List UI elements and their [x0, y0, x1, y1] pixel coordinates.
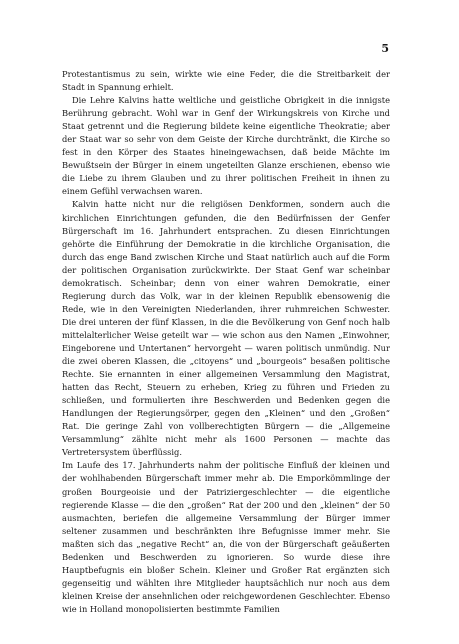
paragraph-1: Protestantismus zu sein, wirkte wie eine Feder, die die Streitbarkeit der Stadt in Spannung erhielt.: [62, 69, 390, 93]
paragraph-2: Die Lehre Kalvins hatte weltliche und geistliche Obrigkeit in die innigste Berührung gebracht. Wohl war in Genf der Wirkungskreis von Kirche und Staat getrennt und die Regierung bildete keine eigentliche Theokratie; aber der Staat war so sehr von dem Geiste der Kirche durchtränkt, die Kirche so fest in den Körper des Staates hineingewachsen, daß beide Mächte im Bewußtsein der Bürger in einem ungeteilten Glanze erschienen, ebenso wie die Liebe zu ihrem Glauben und zu ihrer politischen Freiheit in ihnen zu einem Gefühl verwachsen waren.: [62, 95, 390, 197]
page-number: 5: [381, 42, 389, 55]
paragraph-4: Im Laufe des 17. Jahrhunderts nahm der politische Einfluß der kleinen und der wohlhabenden Bürgerschaft immer mehr ab. Die Emporkömmlinge der großen Bourgeoisie und der Patriziergeschlechter — die eigentliche regierende Klasse — die den „großen“ Rat der 200 und den „kleinen“ der 50 ausmachten, beriefen die allgemeine Versammlung der Bürger immer seltener zusammen und beschränkten ihre Befugnisse immer mehr. Sie maßten sich das „negative Recht“ an, die von der Bürgerschaft geäußerten Bedenken und Beschwerden zu ignorieren. So wurde diese ihre Hauptbefugnis ein bloßer Schein. Kleiner und Großer Rat ergänzten sich gegenseitig und wählten ihre Mitglieder hauptsächlich nur noch aus dem kleinen Kreise der ansehnlichen oder reichgewordenen Geschlechter. Ebenso wie in Holland monopolisierten bestimmte Familien: [62, 460, 390, 614]
paragraph-3: Kalvin hatte nicht nur die religiösen Denkformen, sondern auch die kirchlichen Einrichtungen gefunden, die den Bedürfnissen der Genfer Bürgerschaft im 16. Jahrhundert entsprachen. Zu diesen Einrichtungen gehörte die Einführung der Demokratie in die kirchliche Organisation, die durch das enge Band zwischen Kirche und Staat natürlich auch auf die Form der politischen Organisation zurückwirkte. Der Staat Genf war scheinbar demokratisch. Scheinbar; denn von einer wahren Demokratie, einer Regierung durch das Volk, war in der kleinen Republik ebensowenig die Rede, wie in den Vereinigten Niederlanden, ihrer ruhmreichen Schwester. Die drei unteren der fünf Klassen, in die die Bevölkerung von Genf noch halb mittelalterlicher Weise geteilt war — wie schon aus den Namen „Einwohner, Eingeborene und Untertanen“ hervorgeht — waren politisch unmündig. Nur die zwei oberen Klassen, die „citoyens“ und „bourgeois“ besaßen politische Rechte. Sie ernannten in einer allgemeinen Versammlung den Magistrat, hatten das Recht, Steuern zu erheben, Krieg zu führen und Frieden zu schließen, und formulierten ihre Beschwerden und Bedenken gegen die Handlungen der Regierungsörper, gegen den „Kleinen“ und den „Großen“ Rat. Die geringe Zahl von vollberechtigten Bürgern — die „Allgemeine Versammlung“ zählte nicht mehr als 1600 Personen — machte das Vertretersystem überflüssig.: [62, 199, 390, 458]
body-text: [62, 68, 390, 616]
